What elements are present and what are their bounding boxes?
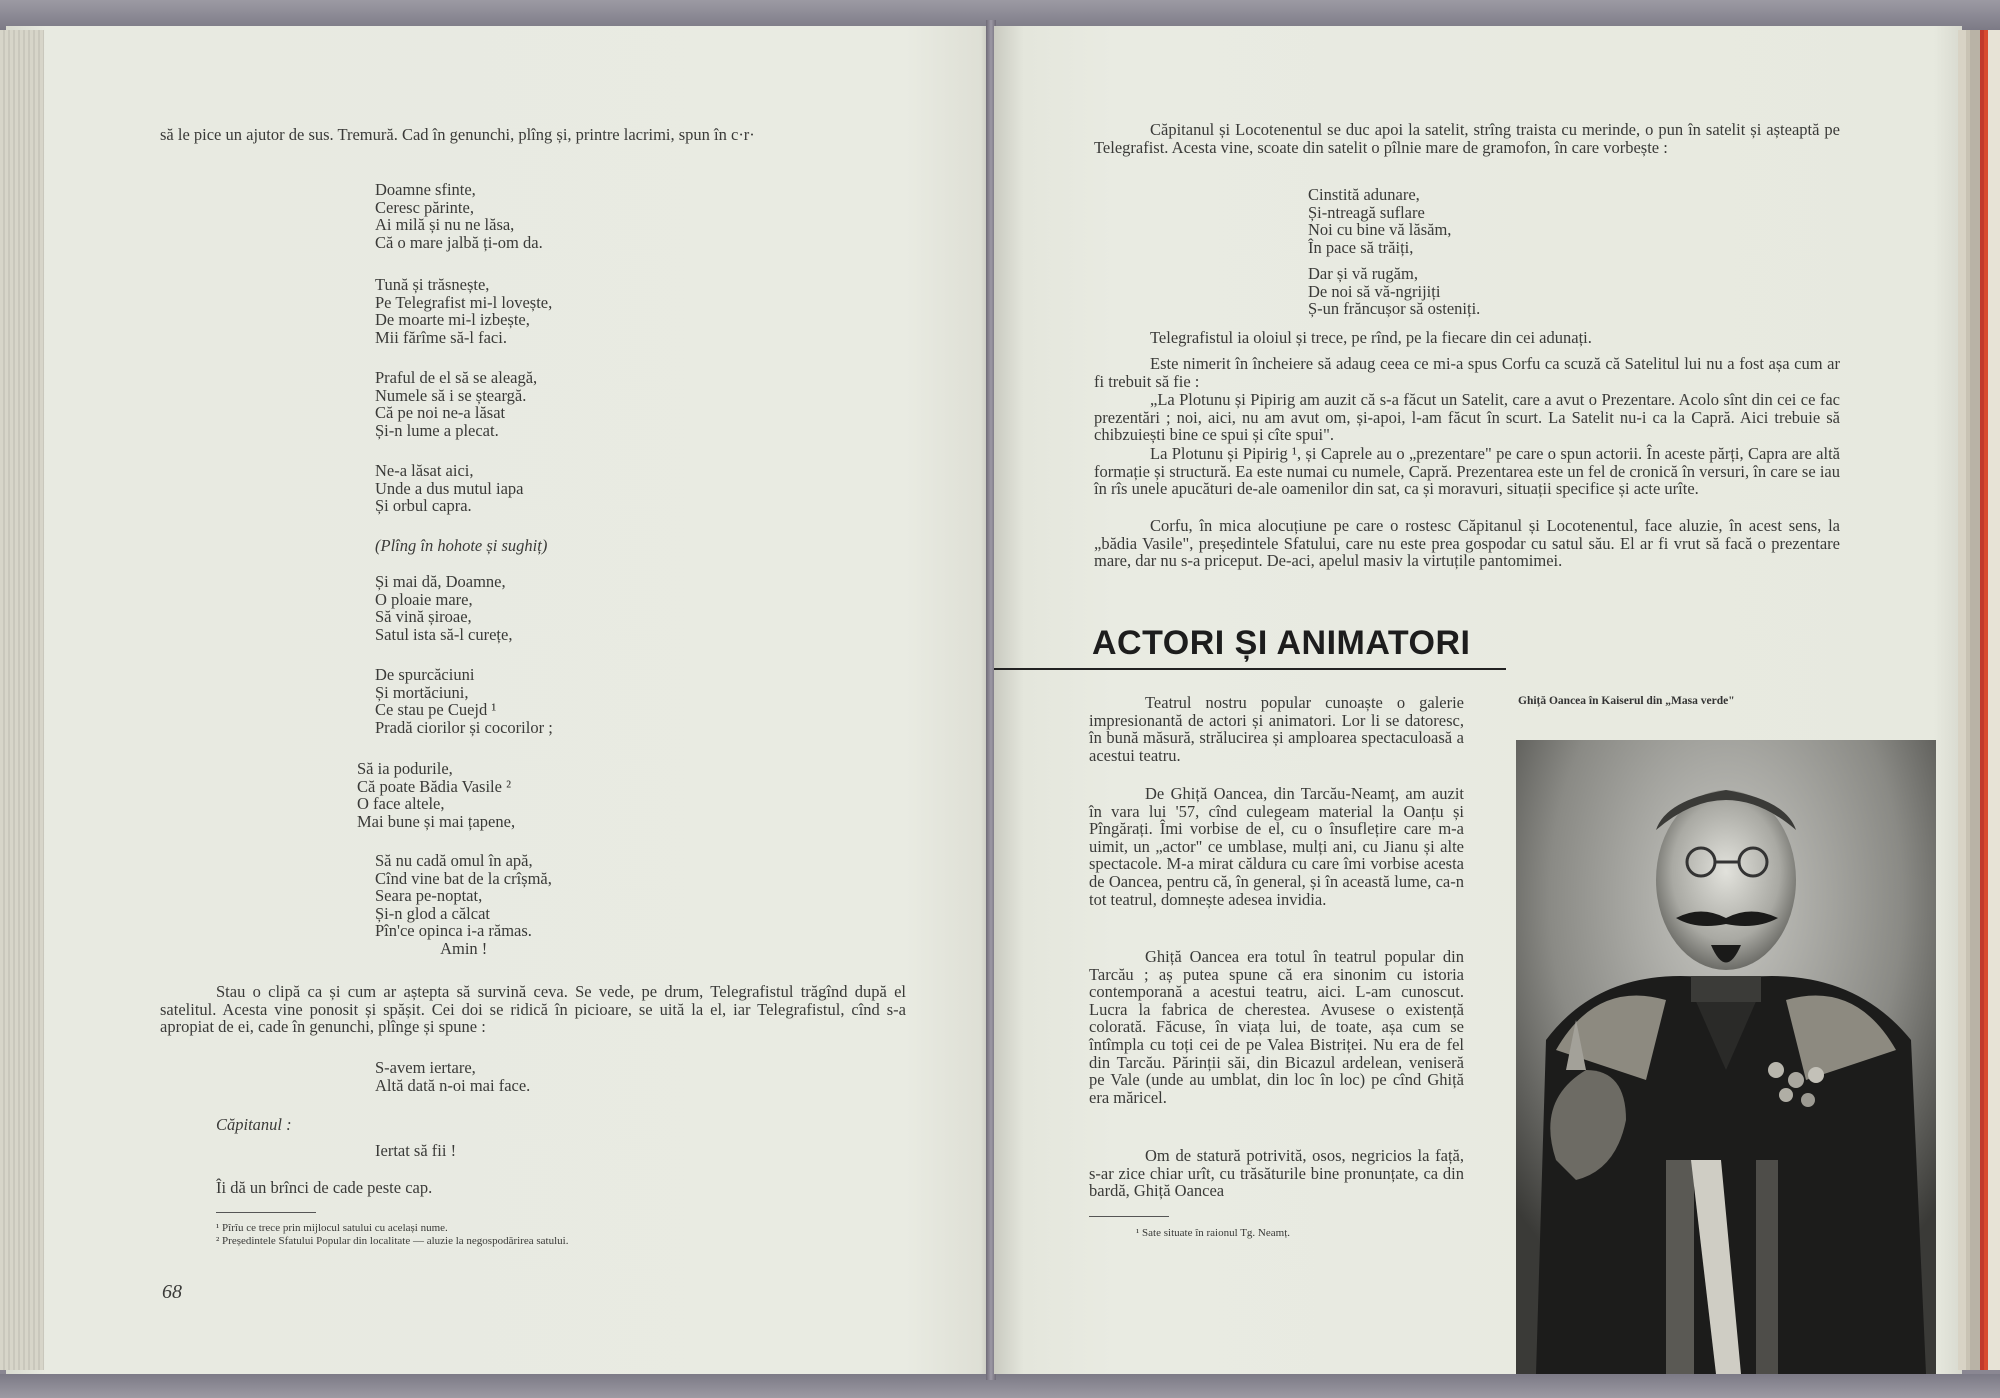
footnote-rule (216, 1212, 316, 1213)
verse-stanza: Doamne sfinte, Ceresc părinte, Ai milă și nu ne lăsa, Că o mare jalbă ți-om da. (375, 180, 543, 252)
verse-stanza: Tună și trăsnește, Pe Telegrafist mi-l lovește, De moarte mi-l izbește, Mii fărîme să-l faci. (375, 275, 553, 347)
column-paragraph: Om de statură potrivită, osos, negricios la față, s-ar zice chiar urît, cu trăsăturile bine pronunțate, ca din bardă, Ghiță Oancea (1089, 1146, 1464, 1201)
book-cover-bottom (0, 1374, 2000, 1398)
verse-stanza: Și mai dă, Doamne, O ploaie mare, Să vină șiroae, Satul ista să-l curețe, (375, 572, 513, 644)
verse-stanza: Ne-a lăsat aici, Unde a dus mutul iapa Și orbul capra. (375, 461, 524, 516)
reply-verse: S-avem iertare, Altă dată n-oi mai face. (375, 1058, 531, 1095)
heading-rule (994, 668, 1506, 670)
right-paragraph: La Plotunu și Pipirig ¹, și Caprele au o „prezentare" pe care o spun actorii. În aceste părți, Capra are altă formație și structură. Ea este numai cu numele, Capră. Prezentarea este un fel de cronică în versuri, în care se iau în rîs unele apucături de-ale oamenilor din sat, ca și moravuri, situații specifice și acte urîte. (1094, 444, 1840, 499)
verse-stanza: De spurcăciuni Și mortăciuni, Ce stau pe Cuejd ¹ Pradă ciorilor și cocorilor ; (375, 665, 553, 737)
page-number: 68 (162, 1281, 182, 1303)
verse-stanza: Să ia podurile, Că poate Bădia Vasile ² O face altele, Mai bune și mai țapene, (357, 759, 516, 831)
footnote-rule (1089, 1216, 1169, 1217)
column-paragraph: De Ghiță Oancea, din Tarcău-Neamț, am auzit în vara lui '57, cînd culegeam material la Oanțu și Pîngărați. Îmi vorbise de el, cu o însuflețire care m-a uimit, un „actor" ce umblase, mulți ani, cu Jianu și alte spectacole. M-a mirat căldura cu care îmi vorbise acesta de Oancea, pentru că, în general, și în această lume, ca-n tot teatrul, domnește adesea invidia. (1089, 784, 1464, 909)
verse-stanza: Să nu cadă omul în apă, Cînd vine bat de la crîșmă, Seara pe-noptat, Și-n glod a călcat Pîn'ce opinca i-a rămas. Amin ! (375, 851, 552, 958)
right-paragraph: Telegrafistul ia oloiul și trece, pe rînd, pe la fiecare din cei adunați. (1150, 328, 1592, 347)
speaker-line: Iertat să fii ! (375, 1141, 457, 1160)
left-intro-text: să le pice un ajutor de sus. Tremură. Cad în genunchi, plîng și, printre lacrimi, spun în c·r· (160, 125, 755, 144)
right-paragraph: Este nimerit în încheiere să adaug ceea ce mi-a spus Corfu ca scuză că Satelitul lui nu a fost așa cum ar fi trebuit să fie : (1094, 354, 1840, 391)
narrative-paragraph: Stau o clipă ca și cum ar aștepta să survină ceva. Se vede, pe drum, Telegrafistul trăgînd după el satelitul. Acesta vine ponosit și spășit. Cei doi se ridică în picioare, se uită la el, iar Telegrafistul, cînd s-a apropiat de ei, cade în genunchi, plînge și spune : (160, 982, 906, 1037)
right-paragraph: Corfu, în mica alocuțiune pe care o rostesc Căpitanul și Locotenentul, face aluzie, în acest sens, la „bădia Vasile", președintele Sfatului, care nu este prea gospodar cu satul său. El ar fi vrut să facă o prezentare mare, dar nu s-a priceput. De-aci, apelul masiv la virtuțile pantomimei. (1094, 516, 1840, 571)
verse-stanza: Praful de el să se aleagă, Numele să i se șteargă. Că pe noi ne-a lăsat Și-n lume a plecat. (375, 368, 538, 440)
footnote: ¹ Pîrîu ce trece prin mijlocul satului cu același nume. (216, 1222, 448, 1234)
left-page-edges (0, 30, 44, 1370)
verse-stanza: Cinstită adunare, Și-ntreagă suflare Noi cu bine vă lăsăm, În pace să trăiți, (1308, 185, 1452, 257)
footnote: ² Președintele Sfatului Popular din localitate — aluzie la negospodărirea satului. (216, 1235, 569, 1247)
column-paragraph: Teatrul nostru popular cunoaște o galerie impresionantă de actori și animatori. Lor li se datoresc, în bună măsură, strălucirea și amploarea spectaculoasă a acestui teatru. (1089, 693, 1464, 765)
footnote: ¹ Sate situate în raionul Tg. Neamț. (1136, 1227, 1291, 1239)
right-page-edges (1958, 30, 2000, 1370)
portrait-photo (1516, 740, 1936, 1374)
right-paragraph: „La Plotunu și Pipirig am auzit că s-a făcut un Satelit, care a avut o Prezentare. Acolo sînt din cei ce fac prezentări ; noi, aici, nu am avut om, și-apoi, l-am făcut în scurt. La Satelit nu-i ca la Capră. Aici trebuie să chibzuiești bine ce spui și cîte spui". (1094, 390, 1840, 445)
verse-stanza: Dar și vă rugăm, De noi să vă-ngrijiți Ș-un frăncușor să osteniți. (1308, 264, 1481, 319)
right-paragraph: Căpitanul și Locotenentul se duc apoi la satelit, strîng traista cu merinde, o pun în satelit și așteaptă pe Telegrafist. Acesta vine, scoate din satelit o pîlnie mare de gramofon, în care vorbește : (1094, 120, 1840, 157)
closing-line: Îi dă un brînci de cade peste cap. (216, 1178, 433, 1197)
photo-caption: Ghiță Oancea în Kaiserul din „Masa verde" (1518, 695, 1735, 707)
portrait-photo-graphic (1516, 740, 1936, 1374)
column-paragraph: Ghiță Oancea era totul în teatrul popular din Tarcău ; aș putea spune că era sinonim cu istoria contemporană a acestui teatru, aici. L-am cunoscut. Lucra la fabrica de cherestea. Avusese o existență colorată. Făcuse, în viața lui, de toate, așa cum se întîmpla cu toți cei de pe Valea Bistriței. Nu era de fel din Tarcău. Părinții săi, din Bicazul ardelean, veniseră pe Vale (unde au umblat, din loc în loc) pe cînd Ghiță era măricel. (1089, 947, 1464, 1107)
stage-direction: (Plîng în hohote și sughiț) (375, 536, 548, 555)
section-heading: ACTORI ȘI ANIMATORI (1092, 624, 1471, 662)
speaker-name: Căpitanul : (216, 1115, 292, 1134)
